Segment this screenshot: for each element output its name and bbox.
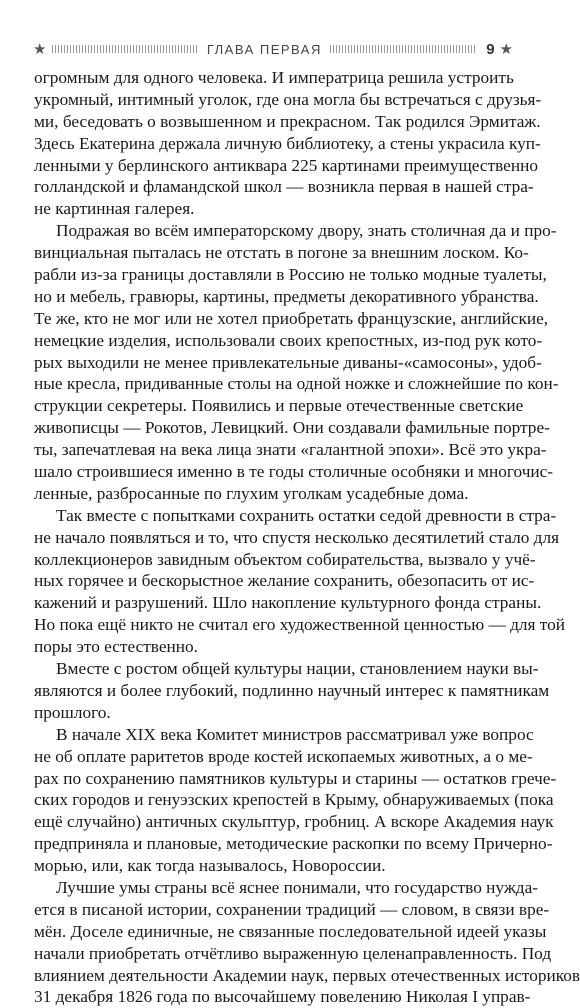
text-line: 31 декабря 1826 года по высочайшему повелению Николая I управ- (34, 987, 531, 1007)
star-right-icon: ★ (499, 40, 513, 58)
text-line: Лучшие умы страны всё яснее понимали, что государство нужда- (56, 877, 539, 897)
text-line: ется в писаной истории, сохранении традиций — словом, в связи вре- (34, 899, 550, 919)
star-left-icon: ★ (33, 40, 47, 58)
text-line: Здесь Екатерина держала личную библиотеку, а стены украсила куп- (34, 133, 541, 153)
text-line: кажений и разрушений. Шло накопление культурного фонда страны. (34, 593, 542, 613)
paragraph (34, 220, 559, 505)
text-line: ленными у берлинского антиквара 225 картинами преимущественно (34, 155, 538, 175)
text-line: ты, запечатлевая на века лица знати «галантной эпохи». Всё это укра- (34, 440, 547, 460)
chapter-title: ГЛАВА ПЕРВАЯ (206, 41, 322, 57)
text-line: ми, беседовать о возвышенном и прекрасном. Так родился Эрмитаж. (34, 111, 541, 131)
dotted-rule-left (52, 45, 198, 53)
text-line: живописцы — Рокотов, Левицкий. Они создавали фамильные портре- (34, 418, 550, 438)
text-line: ских городов и генуэзских крепостей в Крыму, обнаруживаемых (пока (34, 790, 554, 810)
text-line: ных горячее и бескорыстное желание сохранить, обезопасить от ис- (34, 571, 535, 591)
running-header (33, 39, 513, 59)
text-line: шало строившиеся именно в те годы столичные особняки и многочис- (34, 462, 554, 482)
paragraph (34, 67, 542, 220)
text-line: не картинная галерея. (34, 199, 195, 219)
text-line: не начало появляться и то, что спустя несколько десятилетий стало для (34, 527, 560, 547)
text-line: мён. Доселе единичные, не связанные последовательной идеей указы (34, 921, 547, 941)
text-line: винциальная пыталась не отстать в погоне за внешним лоском. Ко- (34, 243, 529, 263)
text-line: рах по сохранению памятников культуры и старины — остатков грече- (34, 768, 557, 788)
text-line: рых выходили не менее привлекательные диваны-«самосоны», удоб- (34, 352, 542, 372)
text-line: являются и более глубокий, подлинно научный интерес к памятникам (34, 680, 550, 700)
text-line: рабли из-за границы доставляли в Россию не только модные туалеты, (34, 265, 547, 285)
text-line: ные кресла, придиванные столы на одной ножке и сложнейшие по кон- (34, 374, 559, 394)
text-line: Так вместе с попытками сохранить остатки седой древности в стра- (56, 505, 557, 525)
paragraph (34, 724, 557, 877)
text-line: поры это естественно. (34, 637, 198, 657)
text-line: предприняла и плановые, методические раскопки по всему Причерно- (34, 834, 553, 854)
text-line: не об оплате раритетов вроде костей ископаемых животных, а о ме- (34, 746, 533, 766)
text-line: прошлого. (34, 702, 111, 722)
text-line: ленные, разбросанные по глухим уголкам усадебные дома. (34, 483, 469, 503)
page-body-text (34, 67, 580, 1008)
text-line: струкции секретеры. Появились и первые отечественные светские (34, 396, 524, 416)
text-line: немецкие изделия, использовали своих крепостных, из-под рук кото- (34, 330, 543, 350)
page-number: 9 (486, 40, 495, 58)
text-line: коллекционеров завидным объектом собирательства, вызвало у учё- (34, 549, 536, 569)
text-line: но и мебель, гравюры, картины, предметы декоративного убранства. (34, 286, 539, 306)
text-line: влиянием деятельности Академии наук, первых отечественных историков (34, 965, 580, 985)
paragraph (34, 505, 566, 658)
text-line: морью, или, как тогда называлось, Новороссии. (34, 856, 386, 876)
text-line: голландской и фламандской школ — возникла первая в нашей стра- (34, 177, 534, 197)
text-line: Вместе с ростом общей культуры нации, становлением науки вы- (56, 659, 539, 679)
dotted-rule-right (330, 45, 476, 53)
text-line: Подражая во всём императорскому двору, знать столичная да и про- (56, 221, 557, 241)
text-line: Те же, кто не мог или не хотел приобретать французские, английские, (34, 308, 549, 328)
paragraph (34, 877, 580, 1008)
text-line: укромный, интимный уголок, где она могла бы встречаться с друзья- (34, 89, 542, 109)
text-line: В начале XIX века Комитет министров рассматривал уже вопрос (56, 724, 534, 744)
text-line: огромным для одного человека. И императрица решила устроить (34, 68, 514, 87)
text-line: начали приобретать отчётливо выраженную целенаправленность. Под (34, 943, 552, 963)
text-line: Но пока ещё никто не считал его художественной ценностью — для той (34, 615, 566, 635)
paragraph (34, 658, 550, 724)
text-line: ещё случайно) античных скульптур, гробниц. А вскоре Академия наук (34, 812, 554, 832)
